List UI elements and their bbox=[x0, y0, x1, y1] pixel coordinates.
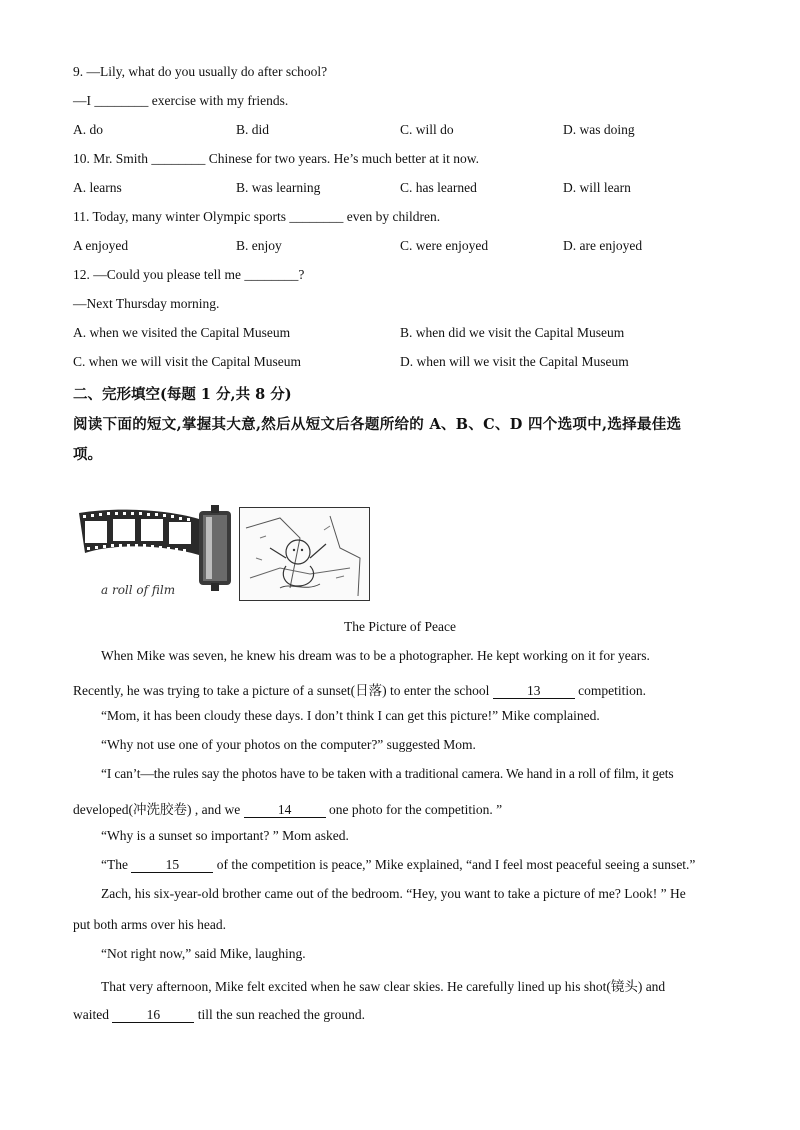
q12-option-c: C. when we will visit the Capital Museum bbox=[73, 354, 301, 369]
q11-option-c: C. were enjoyed bbox=[400, 238, 489, 253]
q12-option-d: D. when will we visit the Capital Museum bbox=[400, 354, 629, 369]
passage-line-7: “Why is a sunset so important? ” Mom asked. bbox=[101, 828, 349, 843]
passage-line-12: That very afternoon, Mike felt excited when he saw clear skies. He carefully lined up his shot(镜头) and bbox=[101, 979, 666, 994]
passage-line-13: waited 16 till the sun reached the ground. bbox=[73, 1007, 365, 1022]
q11-option-b: B. enjoy bbox=[236, 238, 282, 253]
passage-line-1: When Mike was seven, he knew his dream was to be a photographer. He kept working on it for years. bbox=[101, 648, 650, 663]
q9-reply: —I ________ exercise with my friends. bbox=[73, 93, 289, 108]
passage-line-3: “Mom, it has been cloudy these days. I don’t think I can get this picture!” Mike complained. bbox=[101, 708, 600, 723]
q11-stem: 11. Today, many winter Olympic sports ________ even by children. bbox=[73, 209, 441, 224]
q9-option-d: D. was doing bbox=[563, 122, 635, 137]
q12-reply: —Next Thursday morning. bbox=[73, 296, 220, 311]
q9-stem: 9. —Lily, what do you usually do after school? bbox=[73, 64, 328, 79]
passage-title: The Picture of Peace bbox=[343, 619, 457, 634]
q9-option-a: A. do bbox=[73, 122, 103, 137]
passage-line-8: “The 15 of the competition is peace,” Mike explained, “and I feel most peaceful seeing a sunset.” bbox=[101, 857, 696, 872]
section-title: 二、完形填空(每题 1 分,共 8 分) bbox=[73, 386, 292, 403]
passage-line-5: “I can’t—the rules say the photos have to be taken with a traditional camera. We hand in a roll of film, it gets bbox=[101, 766, 674, 781]
q12-option-a: A. when we visited the Capital Museum bbox=[73, 325, 291, 340]
q11-option-d: D. are enjoyed bbox=[563, 238, 643, 253]
blank-16: 16 bbox=[112, 1008, 194, 1023]
blank-15: 15 bbox=[131, 858, 213, 873]
blank-14: 14 bbox=[244, 803, 326, 818]
q9-option-c: C. will do bbox=[400, 122, 454, 137]
q10-option-b: B. was learning bbox=[236, 180, 321, 195]
section-instruction-line1: 阅读下面的短文,掌握其大意,然后从短文后各题所给的 A、B、C、D 四个选项中,选择最佳选 bbox=[73, 416, 682, 433]
child-sketch-image bbox=[240, 508, 369, 600]
q10-option-c: C. has learned bbox=[400, 180, 477, 195]
sunset-photo-sketch bbox=[239, 507, 370, 601]
passage-line-9: Zach, his six-year-old brother came out of the bedroom. “Hey, you want to take a picture of me? Look! ” He bbox=[101, 886, 686, 901]
passage-line-4: “Why not use one of your photos on the computer?” suggested Mom. bbox=[101, 737, 476, 752]
q11-option-a: A enjoyed bbox=[73, 238, 129, 253]
passage-line-10: put both arms over his head. bbox=[73, 917, 226, 932]
film-roll-caption: a roll of film bbox=[101, 583, 176, 597]
q9-option-b: B. did bbox=[236, 122, 270, 137]
passage-line-2: Recently, he was trying to take a picture of a sunset(日落) to enter the school 13 competition. bbox=[73, 683, 646, 698]
section-instruction-line2: 项。 bbox=[73, 446, 102, 463]
passage-line-11: “Not right now,” said Mike, laughing. bbox=[101, 946, 306, 961]
q10-option-d: D. will learn bbox=[563, 180, 631, 195]
q10-option-a: A. learns bbox=[73, 180, 122, 195]
blank-13: 13 bbox=[493, 684, 575, 699]
q12-stem: 12. —Could you please tell me ________? bbox=[73, 267, 305, 282]
passage-line-6: developed(冲洗胶卷) , and we 14 one photo for the competition. ” bbox=[73, 802, 503, 817]
film-roll-illustration bbox=[75, 505, 237, 603]
q10-stem: 10. Mr. Smith ________ Chinese for two years. He’s much better at it now. bbox=[73, 151, 479, 166]
q12-option-b: B. when did we visit the Capital Museum bbox=[400, 325, 625, 340]
